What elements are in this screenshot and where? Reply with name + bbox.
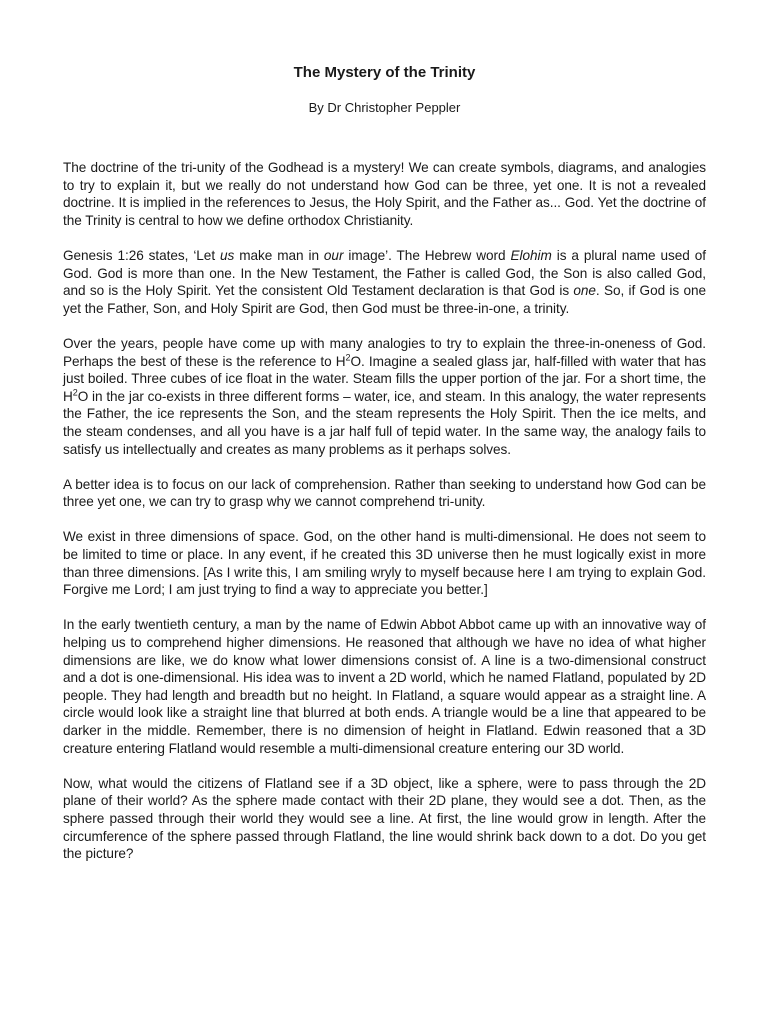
paragraph-comprehension: A better idea is to focus on our lack of comprehension. Rather than seeking to understand how God can be three yet one, we can try to grasp why we cannot comprehend tri-unity. — [63, 476, 706, 510]
paragraph-dimensions: We exist in three dimensions of space. God, on the other hand is multi-dimensional. He does not seem to be limited to time or place. In any event, if he created this 3D universe then he must logically exist in more than three dimensions. [As I write this, I am smiling wryly to myself because here I am trying to explain God. Forgive me Lord; I am just trying to find a way to appreciate you better.] — [63, 529, 706, 598]
paragraph-genesis — [63, 247, 706, 317]
text-run: O in the jar co-exists in three different forms – water, ice, and steam. In this analogy, the water represents the Father, the ice represents the Son, and the steam represents the Holy Spirit. Then the ice melts, and the steam condenses, and all you have is a jar half full of tepid water. In the same way, the analogy fails to satisfy us intellectually and creates as many problems as it perhaps solves. — [63, 388, 706, 457]
author-byline: By Dr Christopher Peppler — [308, 100, 461, 115]
text-run: make man in — [234, 247, 324, 263]
text-run: Genesis 1:26 states, ‘Let — [63, 247, 221, 263]
text-run: image’. The Hebrew word — [343, 247, 511, 263]
text-run: Over the years, people have come up with many analogies to try to explain the three-in-oneness of God. Perhaps the best of these is the reference to H — [63, 335, 706, 369]
emphasis-one: one — [573, 283, 596, 299]
document-page — [63, 62, 706, 880]
paragraph-flatland: In the early twentieth century, a man by the name of Edwin Abbot Abbot came up with an innovative way of helping us to comprehend higher dimensions. He reasoned that although we have no idea of what higher dimensions are like, we do know what lower dimensions consist of. A line is a two-dimensional construct and a dot is one-dimensional. His idea was to invent a 2D world, which he named Flatland, populated by 2D people. They had length and breadth but no height. In Flatland, a square would appear as a straight line. A circle would look like a straight line that blurred at both ends. A triangle would be a line that appeared to be darker in the middle. Remember, there is no dimension of height in Flatland. Edwin reasoned that a 3D creature entering Flatland would resemble a multi-dimensional creature entering our 3D world. — [63, 617, 706, 756]
text-run: O. Imagine a sealed glass jar, half-filled with water that has just boiled. Three cubes of ice float in the water. Steam fills the upper portion of the jar. For a short time, the H — [63, 353, 706, 404]
text-run: . So, if God is one yet the Father, Son, and Holy Spirit are God, then God must be three-in-one, a trinity. — [63, 283, 706, 316]
document-body — [63, 159, 706, 863]
emphasis-our: our — [323, 247, 344, 263]
paragraph-water-analogy — [63, 335, 706, 458]
paragraph-intro: The doctrine of the tri-unity of the Godhead is a mystery! We can create symbols, diagrams, and analogies to try to explain it, but we really do not understand how God can be three, yet one. It is not a revealed doctrine. It is implied in the references to Jesus, the Holy Spirit, and the Father as... God. Yet the doctrine of the Trinity is central to how we define orthodox Christianity. — [63, 160, 706, 228]
superscript-2: 2 — [345, 352, 351, 362]
superscript-2: 2 — [72, 387, 78, 398]
text-run: is a plural name used of God. God is more than one. In the New Testament, the Father is called God, the Son is also called God, and so is the Holy Spirit. Yet the consistent Old Testament declaration is that God is — [63, 247, 706, 299]
emphasis-us: us — [220, 247, 235, 263]
page-title: The Mystery of the Trinity — [293, 64, 476, 81]
paragraph-sphere: Now, what would the citizens of Flatland see if a 3D object, like a sphere, were to pass through the 2D plane of their world? As the sphere made contact with their 2D plane, they would see a dot. Then, as the sphere passed through their world they would see a line. At first, the line would grow in length. After the circumference of the sphere passed through Flatland, the line would shrink back down to a dot. Do you get the picture? — [63, 775, 706, 862]
emphasis-elohim: Elohim — [510, 247, 552, 263]
